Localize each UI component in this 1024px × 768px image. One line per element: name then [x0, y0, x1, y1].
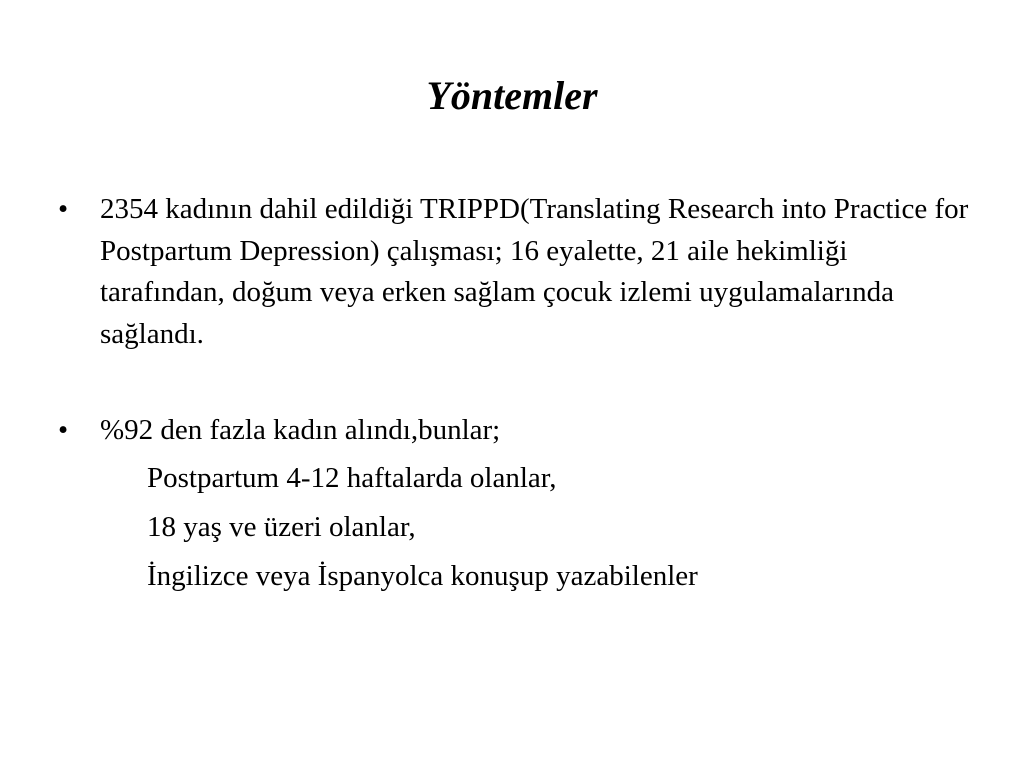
- bullet-text: 2354 kadının dahil edildiği TRIPPD(Translating Research into Practice for Postpartum Depression) çalışması; 16 eyalette, 21 aile hekimliği tarafından, doğum veya erken sağlam çocuk izlemi uygulamalarında sağlandı.: [100, 193, 969, 350]
- bullet-marker: •: [58, 193, 69, 225]
- sub-item: 18 yaş ve üzeri olanlar,: [147, 511, 416, 543]
- sub-item: Postpartum 4-12 haftalarda olanlar,: [147, 462, 557, 494]
- bullet-marker: •: [58, 414, 69, 446]
- bullet-item: [58, 410, 978, 455]
- slide-title: Yöntemler: [426, 73, 598, 118]
- bullet-item: [58, 189, 978, 359]
- sub-item: İngilizce veya İspanyolca konuşup yazabilenler: [147, 560, 698, 592]
- bullet-text: %92 den fazla kadın alındı,bunlar;: [100, 414, 501, 446]
